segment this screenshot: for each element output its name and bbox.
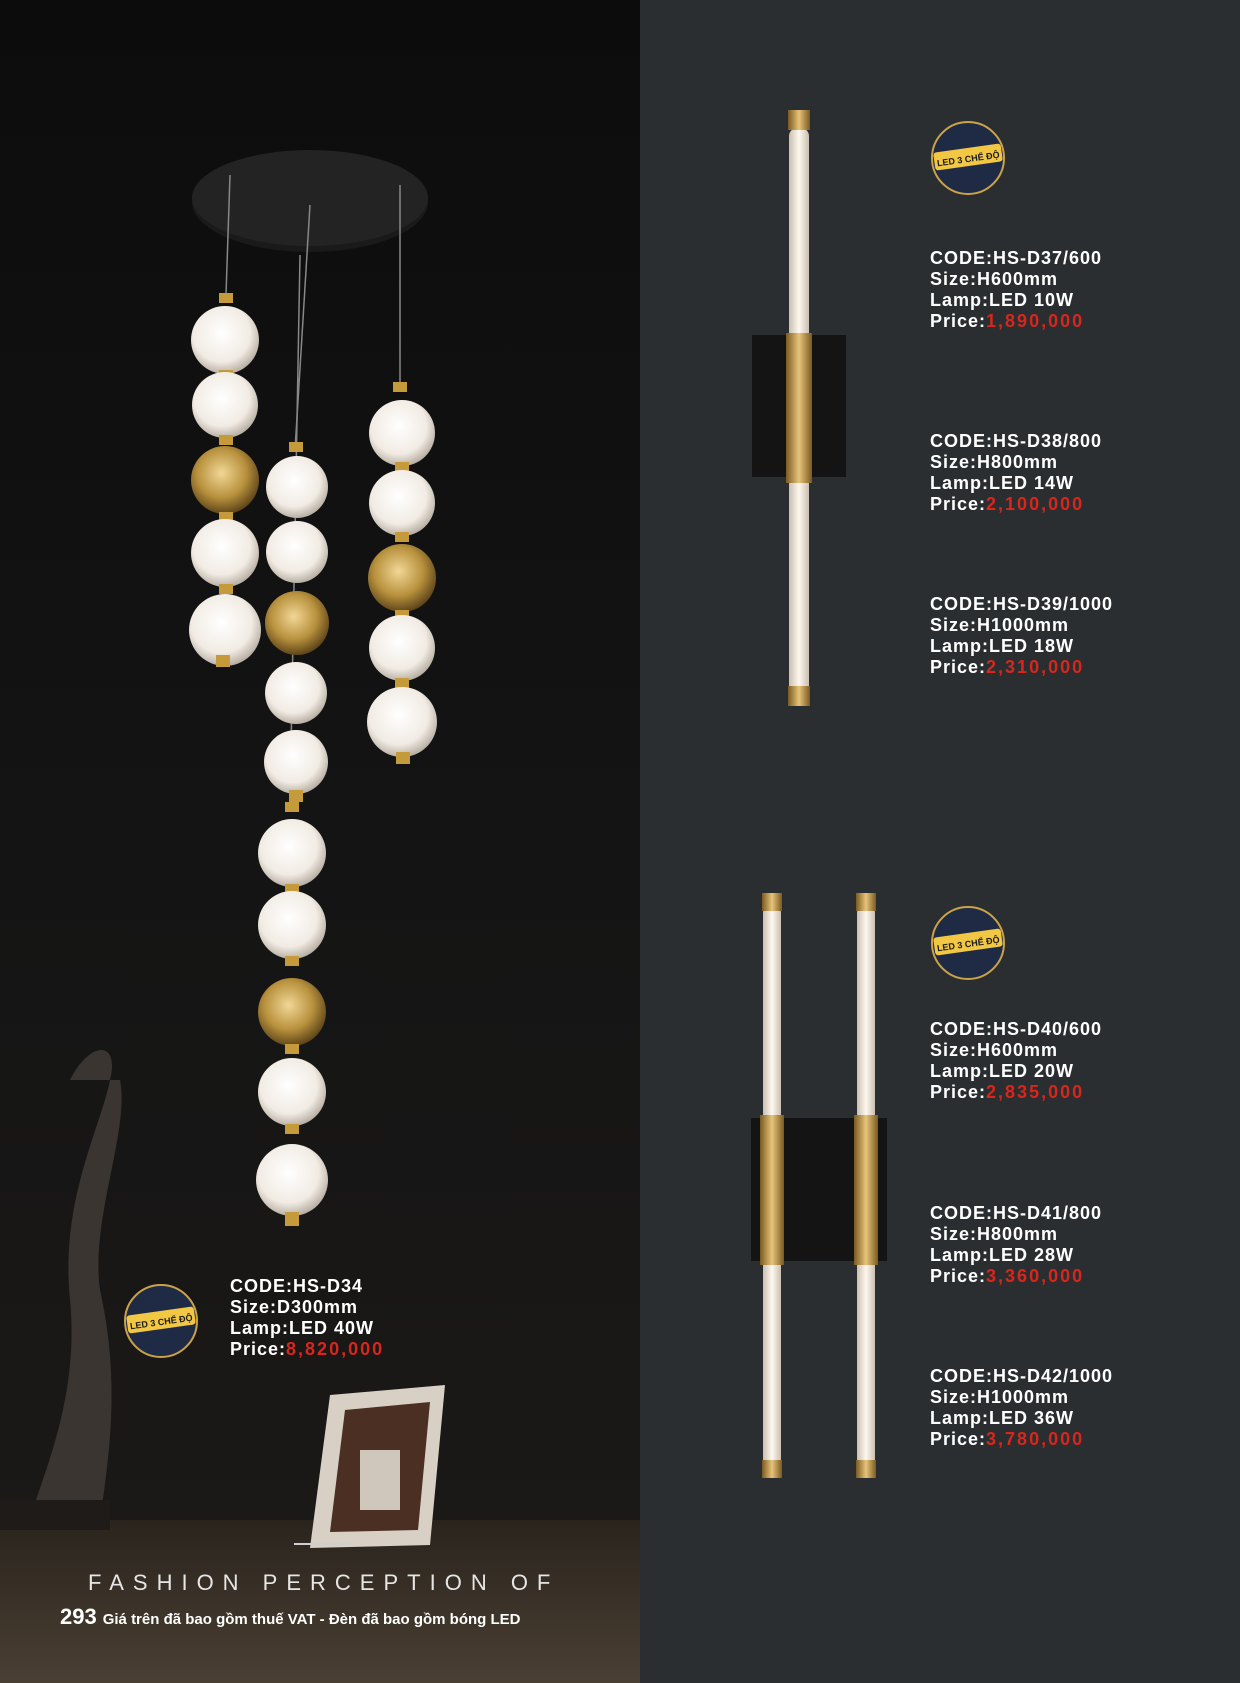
product-size: Size:H1000mm bbox=[930, 1387, 1070, 1407]
product-code: CODE:HS-D38/800 bbox=[930, 431, 1103, 451]
product-lamp: Lamp:LED 10W bbox=[930, 290, 1075, 310]
price-value: 1,890,000 bbox=[986, 311, 1085, 331]
spec-block-hs-d42 bbox=[930, 1366, 1113, 1450]
spec-block-hs-d38 bbox=[930, 431, 1102, 515]
led-3-mode-badge-icon bbox=[930, 120, 1006, 196]
product-price: Price:3,780,000 bbox=[930, 1429, 1085, 1449]
spec-block-hs-d40 bbox=[930, 1019, 1102, 1103]
footer-divider bbox=[294, 1543, 350, 1545]
product-lamp: Lamp:LED 28W bbox=[930, 1245, 1075, 1265]
svg-text:LED 3 CHẾ ĐỘ: LED 3 CHẾ ĐỘ bbox=[936, 934, 1001, 954]
product-price: Price:3,360,000 bbox=[930, 1266, 1085, 1286]
product-lamp: Lamp:LED 18W bbox=[930, 636, 1075, 656]
led-3-mode-badge-icon bbox=[123, 1283, 199, 1359]
product-size: Size:D300mm bbox=[230, 1297, 359, 1317]
price-value: 3,360,000 bbox=[986, 1266, 1085, 1286]
product-code: CODE:HS-D37/600 bbox=[930, 248, 1103, 268]
led-3-mode-badge-icon bbox=[930, 905, 1006, 981]
product-code: CODE:HS-D40/600 bbox=[930, 1019, 1103, 1039]
price-value: 2,835,000 bbox=[986, 1082, 1085, 1102]
product-price: Price:2,100,000 bbox=[930, 494, 1085, 514]
footer-note bbox=[60, 1604, 521, 1630]
product-size: Size:H1000mm bbox=[930, 615, 1070, 635]
svg-text:LED 3 CHẾ ĐỘ: LED 3 CHẾ ĐỘ bbox=[936, 149, 1001, 169]
spec-block-hs-d39 bbox=[930, 594, 1113, 678]
product-code: CODE:HS-D34 bbox=[230, 1276, 364, 1296]
svg-text:LED 3 CHẾ ĐỘ: LED 3 CHẾ ĐỘ bbox=[129, 1312, 194, 1332]
product-size: Size:H800mm bbox=[930, 1224, 1059, 1244]
product-size: Size:H800mm bbox=[930, 452, 1059, 472]
product-size: Size:H600mm bbox=[930, 269, 1059, 289]
price-value: 2,100,000 bbox=[986, 494, 1085, 514]
product-lamp: Lamp:LED 40W bbox=[230, 1318, 375, 1338]
product-lamp: Lamp:LED 14W bbox=[930, 473, 1075, 493]
spec-block-hs-d41 bbox=[930, 1203, 1102, 1287]
product-price: Price:1,890,000 bbox=[930, 311, 1085, 331]
product-code: CODE:HS-D41/800 bbox=[930, 1203, 1103, 1223]
product-price: Price:8,820,000 bbox=[230, 1339, 385, 1359]
product-price: Price:2,835,000 bbox=[930, 1082, 1085, 1102]
product-lamp: Lamp:LED 36W bbox=[930, 1408, 1075, 1428]
spec-block-hs-d37 bbox=[930, 248, 1102, 332]
product-code: CODE:HS-D39/1000 bbox=[930, 594, 1114, 614]
product-price: Price:2,310,000 bbox=[930, 657, 1085, 677]
price-value: 2,310,000 bbox=[986, 657, 1085, 677]
product-size: Size:H600mm bbox=[930, 1040, 1059, 1060]
product-lamp: Lamp:LED 20W bbox=[930, 1061, 1075, 1081]
price-value: 3,780,000 bbox=[986, 1429, 1085, 1449]
page-number: 293 bbox=[60, 1604, 97, 1629]
product-code: CODE:HS-D42/1000 bbox=[930, 1366, 1114, 1386]
footer-brand: FASHION PERCEPTION OF bbox=[88, 1570, 560, 1595]
spec-block-hs-d34 bbox=[230, 1276, 384, 1360]
price-value: 8,820,000 bbox=[286, 1339, 385, 1359]
vat-note: Giá trên đã bao gồm thuế VAT - Đèn đã bao gồm bóng LED bbox=[102, 1611, 521, 1628]
